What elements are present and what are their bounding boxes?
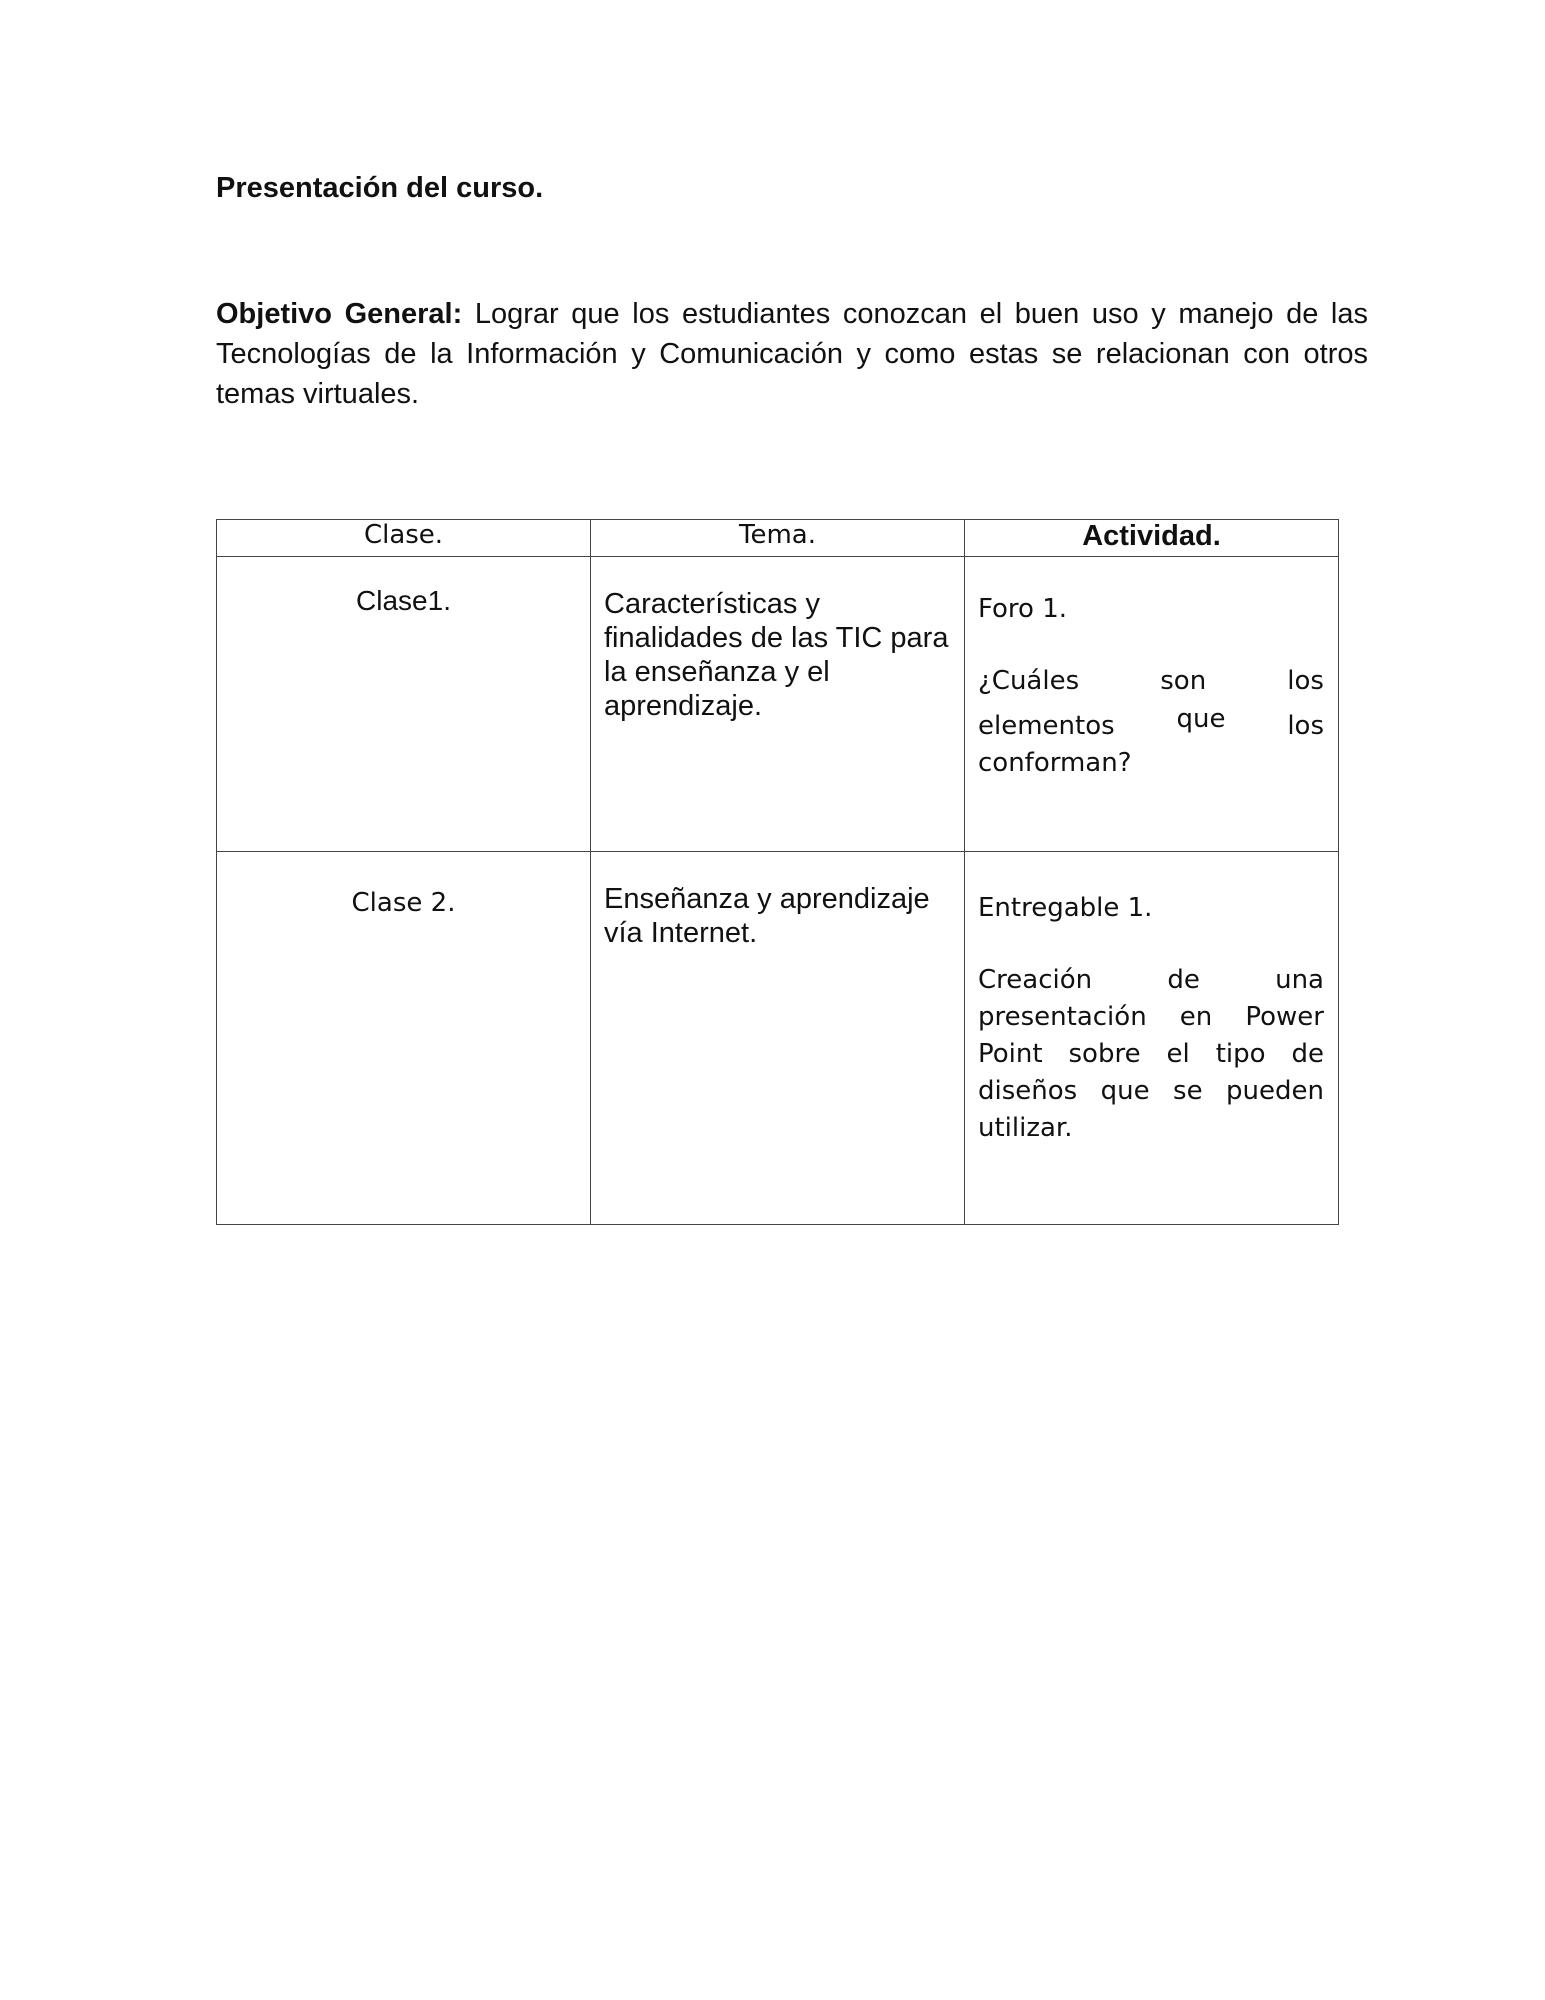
row1-tema: Características y finalidades de las TIC para la enseñanza y el aprendizaje. [591,557,965,852]
header-actividad: Actividad. [965,520,1339,557]
page-title: Presentación del curso. [216,172,544,204]
row1-actividad-line3: conforman? [978,748,1132,778]
row2-actividad-text: Creación de una presentación en Power Point sobre el tipo de diseños que se pueden utilizar. [978,965,1324,1143]
row1-actividad-word: los [1287,711,1324,741]
row1-actividad-word: elementos [978,711,1115,741]
objective-text: Lograr que los estudiantes conozcan el buen uso y manejo de las Tecnologías de la Información y Comunicación y como estas se relacionan con otros temas virtuales. [216,298,1368,410]
row1-actividad-line1 [978,663,1324,700]
general-objective [216,294,1368,414]
table-header-row [217,520,1339,557]
objective-label: Objetivo General: [216,298,463,330]
row1-actividad-title: Foro 1. [978,594,1068,624]
table-row [217,852,1339,1225]
course-schedule-table [216,519,1339,1225]
row2-actividad-title: Entregable 1. [978,893,1153,923]
row1-actividad [965,557,1339,852]
row2-clase: Clase 2. [217,852,591,1225]
row1-actividad-word: que [1176,704,1226,734]
row1-clase: Clase1. [217,557,591,852]
row2-actividad [965,852,1339,1225]
row1-actividad-word: ¿Cuáles [978,666,1080,696]
header-clase: Clase. [217,520,591,557]
header-tema: Tema. [591,520,965,557]
row1-actividad-word: los [1287,666,1324,696]
row1-actividad-word: son [1160,666,1207,696]
table-row [217,557,1339,852]
row1-actividad-line2 [978,704,1324,745]
row2-tema: Enseñanza y aprendizaje vía Internet. [591,852,965,1225]
